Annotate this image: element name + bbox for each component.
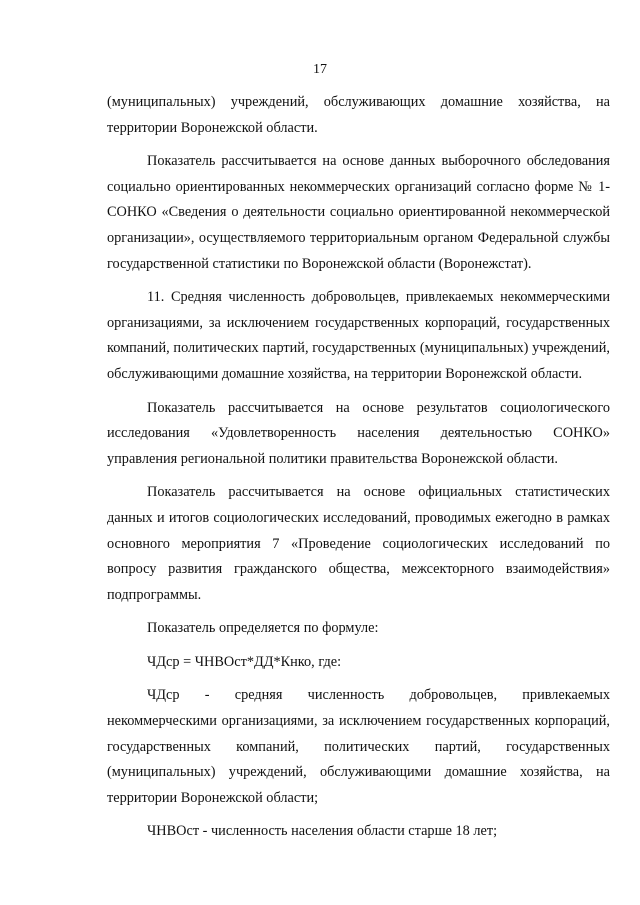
paragraph-indicator-11: 11. Средняя численность добровольцев, привлекаемых некоммерческими организациями, за исключением государственных корпораций, государственных компаний, политических партий, государственных (муниципальных) учреждений, обслуживающими домашние хозяйства, на территории Воронежской области.: [107, 289, 610, 382]
formula: ЧДср = ЧНВОст*ДД*Кнко, где:: [147, 653, 342, 670]
paragraph-sonko-survey: Показатель рассчитывается на основе данных выборочного обследования социально ориентированных некоммерческих организаций согласно форме № 1-СОНКО «Сведения о деятельности социально ориентированной некоммерческой организации», осуществляемого территориальным органом Федеральной службы государственной статистики по Воронежской области (Воронежстат).: [107, 153, 610, 272]
paragraph-definition-chnvost: ЧНВОст - численность населения области старше 18 лет;: [147, 823, 498, 840]
paragraph-definition-chdsr: ЧДср - средняя численность добровольцев, привлекаемых некоммерческими организациями, за исключением государственных корпораций, государственных компаний, политических партий, государственных (муниципальных) учреждений, обслуживающими домашние хозяйства, на территории Воронежской области;: [107, 687, 610, 806]
page-number: 17: [313, 62, 327, 77]
paragraph-official-statistics: Показатель рассчитывается на основе официальных статистических данных и итогов социологических исследований, проводимых ежегодно в рамках основного мероприятия 7 «Проведение социологических исследований по вопросу развития гражданского общества, межсекторного взаимодействия» подпрограммы.: [107, 484, 610, 603]
paragraph-sociological-research: Показатель рассчитывается на основе результатов социологического исследования «Удовлетворенность населения деятельностью СОНКО» управления региональной политики правительства Воронежской области.: [107, 399, 610, 467]
paragraph-continuation: (муниципальных) учреждений, обслуживающих домашние хозяйства, на территории Воронежской области.: [107, 94, 610, 136]
paragraph-formula-intro: Показатель определяется по формуле:: [147, 620, 379, 637]
document-body: [107, 90, 610, 853]
